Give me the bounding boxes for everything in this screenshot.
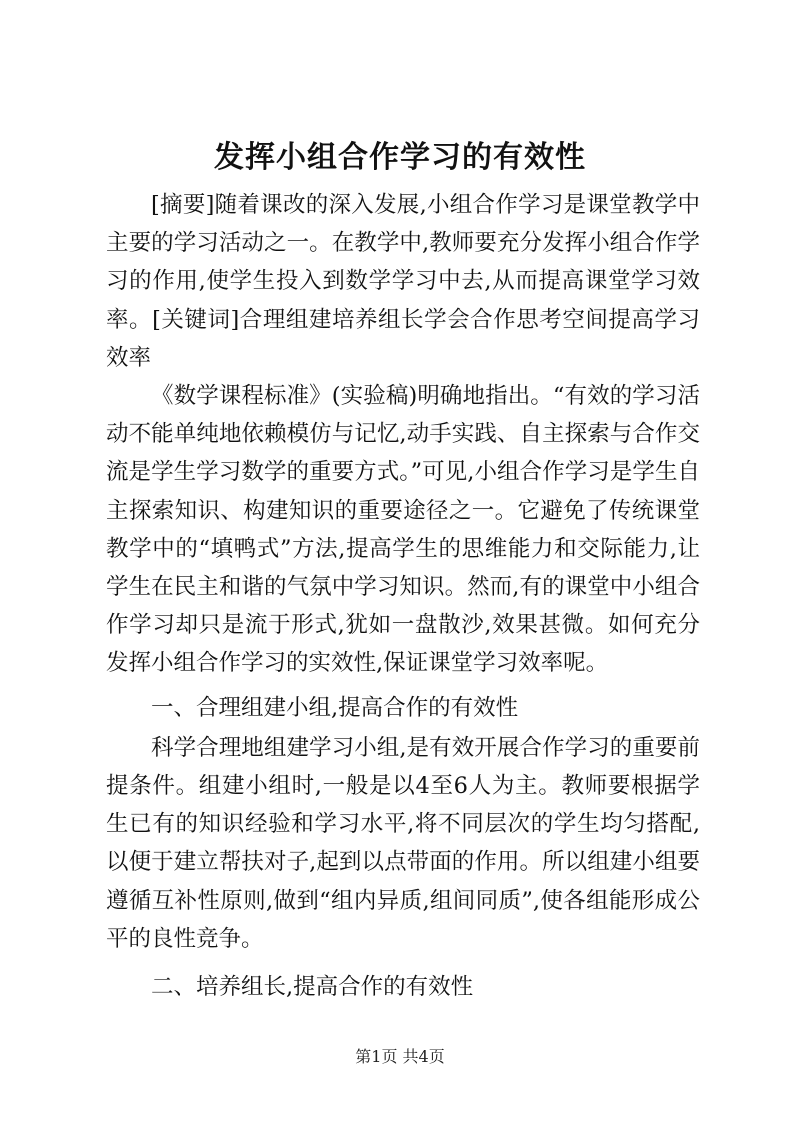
page-footer: 第1页 共4页: [355, 1047, 445, 1066]
intro-paragraph: 《数学课程标准》(实验稿)明确地指出。“有效的学习活动不能单纯地依赖模仿与记忆,动手实践、自主探索与合作交流是学生学习数学的重要方式。”可见,小组合作学习是学生自主探索知识、构建知识的重要途径之一。它避免了传统课堂教学中的“填鸭式”方法,提高学生的思维能力和交际能力,让学生在民主和谐的气氛中学习知识。然而,有的课堂中小组合作学习却只是流于形式,犹如一盘散沙,效果甚微。如何充分发挥小组合作学习的实效性,保证课堂学习效率呢。: [106, 383, 700, 677]
document-body: [106, 186, 700, 1006]
abstract-paragraph: [摘要]随着课改的深入发展,小组合作学习是课堂教学中主要的学习活动之一。在教学中,教师要充分发挥小组合作学习的作用,使学生投入到数学学习中去,从而提高课堂学习效率。[关键词]合理组建培养组长学会合作思考空间提高学习效率: [106, 192, 700, 371]
section-heading-2: 二、培养组长,提高合作的有效性: [151, 974, 474, 1001]
section-1-paragraph: 科学合理地组建学习小组,是有效开展合作学习的重要前提条件。组建小组时,一般是以4至6人为主。教师要根据学生已有的知识经验和学习水平,将不同层次的学生均匀搭配,以便于建立帮扶对子,起到以点带面的作用。所以组建小组要遵循互补性原则,做到“组内异质,组间同质”,使各组能形成公平的良性竞争。: [106, 734, 700, 952]
section-heading-1: 一、合理组建小组,提高合作的有效性: [151, 694, 519, 721]
document-title: 发挥小组合作学习的有效性: [214, 140, 586, 175]
